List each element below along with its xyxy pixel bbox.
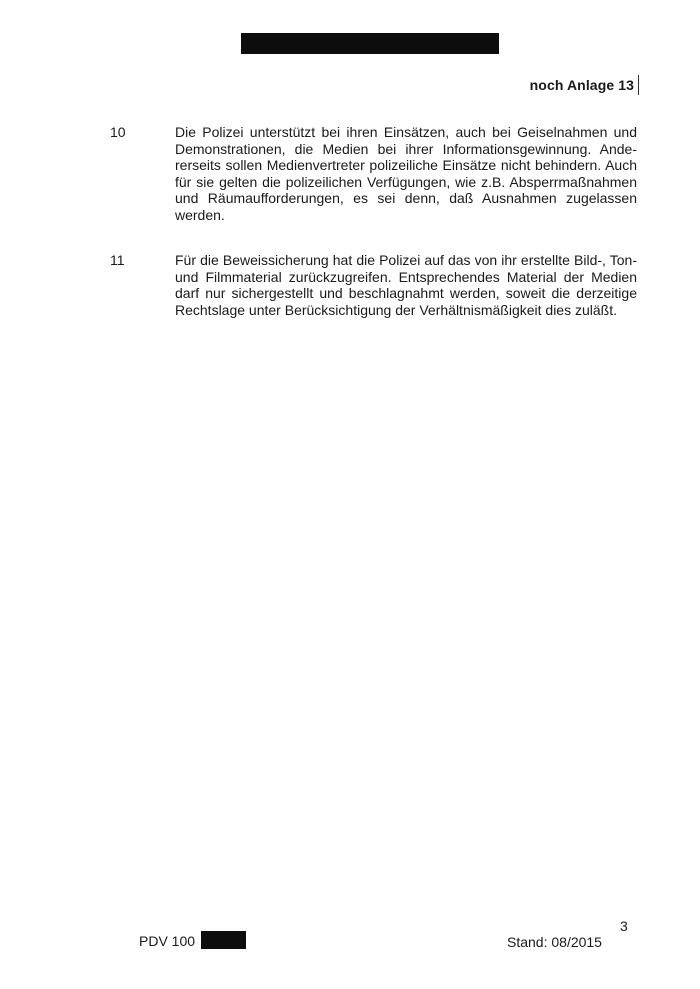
redaction-bar-bottom xyxy=(201,931,246,949)
paragraph-number: 11 xyxy=(110,252,125,268)
paragraph-text: Die Polizei unterstützt bei ihren Einsätzen, auch bei Geiselnahmen und Demonstrationen, die Medien bei ihrer Informationsgewinnung. Andererseits sollen Medienvertreter polizeiliche Einsätze nicht behindern. Auch für sie gelten die polizeilichen Verfügungen, wie z.B. Absperrmaßnahmen und Räumaufforderungen, es sei denn, daß Ausnahmen zugelassen werden. xyxy=(175,124,637,223)
paragraph-text: Für die Beweissicherung hat die Polizei auf das von ihr erstellte Bild-, Ton- und Filmmaterial zurückzugreifen. Entsprechendes Material der Medien darf nur sichergestellt und beschlagnahmt werden, soweit die derzeitige Rechtslage unter Berücksichtigung der Verhältnismäßigkeit dies zuläßt. xyxy=(175,252,637,318)
margin-bar xyxy=(638,75,639,95)
page-number: 3 xyxy=(620,918,628,934)
paragraph-number: 10 xyxy=(110,124,126,140)
status-date: Stand: 08/2015 xyxy=(507,934,602,950)
redaction-bar-top xyxy=(241,33,499,54)
annex-label: noch Anlage 13 xyxy=(529,77,634,93)
document-code: PDV 100 xyxy=(139,933,196,949)
